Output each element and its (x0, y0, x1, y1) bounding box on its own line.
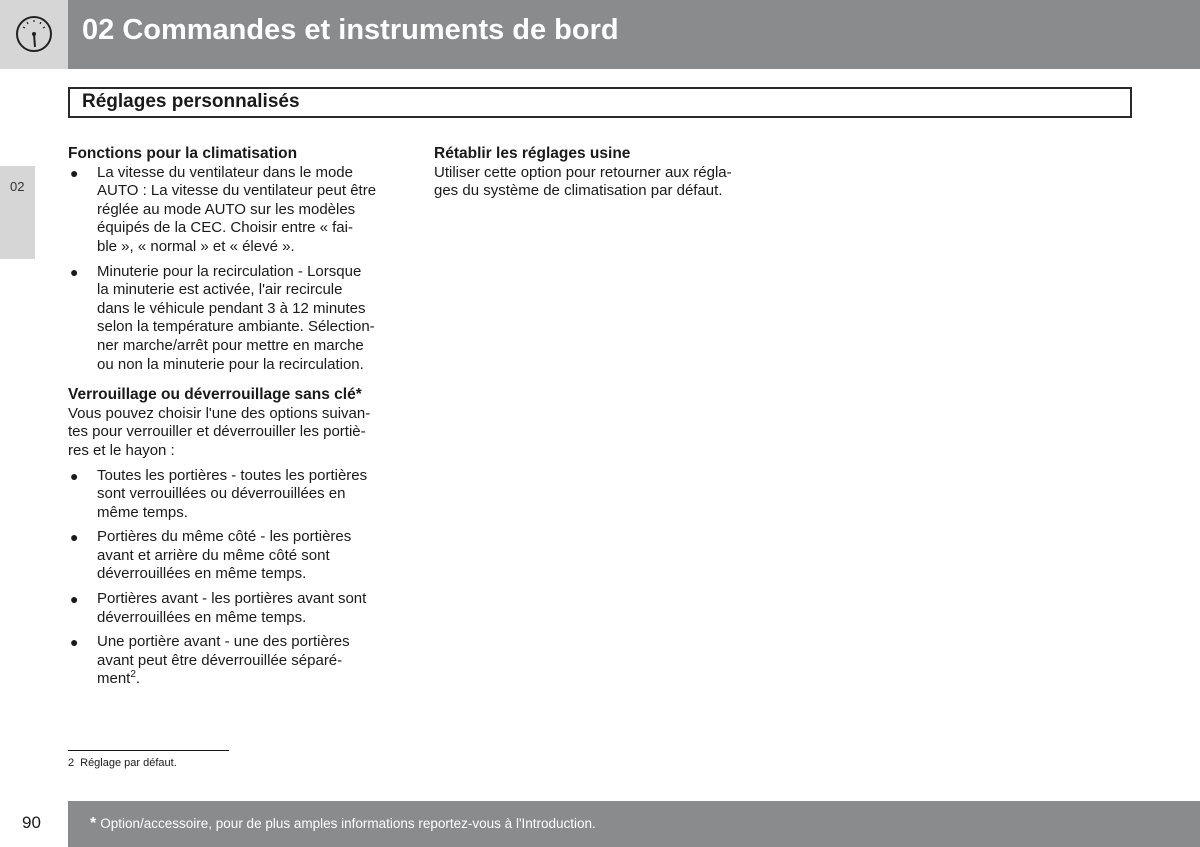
text-line: déverrouillées en même temps. (97, 565, 307, 583)
locking-list (68, 467, 403, 690)
text-line: ble », « normal » et « élevé ». (97, 237, 295, 255)
asterisk-mark: * (90, 815, 97, 832)
text-line: Minuterie pour la recirculation - Lorsque (97, 262, 362, 280)
text-line: selon la température ambiante. Sélection- (97, 318, 375, 336)
climate-heading: Fonctions pour la climatisation (68, 145, 298, 162)
text-line: res et le hayon : (68, 441, 175, 459)
factory-reset-body (434, 164, 769, 201)
chapter-side-tab (0, 166, 35, 259)
chapter-header (0, 0, 1200, 69)
list-item (68, 633, 403, 689)
footer-band (68, 801, 1200, 847)
chapter-title: 02 Commandes et instruments de bord (82, 14, 619, 46)
text-line: ou non la minuterie pour la recirculation. (97, 355, 364, 373)
page-number: 90 (22, 813, 41, 832)
footnote-divider (68, 750, 229, 751)
list-item (68, 590, 403, 627)
text-line: AUTO : La vitesse du ventilateur peut être (97, 182, 377, 200)
list-item (68, 467, 403, 523)
gauge-icon (15, 15, 53, 53)
text-line: Toutes les portières - toutes les portières (97, 466, 368, 484)
text-line: la minuterie est activée, l'air recircule (97, 281, 343, 299)
text-line: même temps. (97, 503, 188, 521)
bullet-icon: ● (70, 467, 79, 484)
section-title: Réglages personnalisés (82, 91, 300, 112)
text-line: Une portière avant - une des portières (97, 633, 350, 651)
side-tab-label: 02 (10, 179, 25, 194)
right-column (434, 145, 769, 201)
text-line: avant et arrière du même côté sont (97, 546, 330, 564)
list-item (68, 528, 403, 584)
factory-reset-heading: Rétablir les réglages usine (434, 145, 631, 162)
text-line: sont verrouillées ou déverrouillées en (97, 485, 346, 503)
bullet-icon: ● (70, 263, 79, 280)
text-line: ner marche/arrêt pour mettre en marche (97, 336, 364, 354)
list-item (68, 164, 403, 257)
text-fragment: . (135, 670, 141, 688)
climate-list (68, 164, 403, 375)
list-item (68, 263, 403, 375)
text-line (97, 670, 403, 689)
text-line: Utiliser cette option pour retourner aux régla- (434, 163, 732, 181)
locking-heading: Verrouillage ou déverrouillage sans clé* (68, 386, 362, 404)
footer-note-text: Option/accessoire, pour de plus amples informations reportez-vous à l'Introduction. (100, 816, 596, 831)
footnote-text: Réglage par défaut. (80, 757, 177, 769)
text-line: dans le véhicule pendant 3 à 12 minutes (97, 299, 366, 317)
bullet-icon: ● (70, 164, 79, 181)
footnote-number: 2 (68, 757, 75, 769)
footer-note (90, 815, 596, 833)
left-column (68, 145, 403, 695)
bullet-icon: ● (70, 634, 79, 651)
text-line: Portières du même côté - les portières (97, 528, 352, 546)
chapter-icon-box (0, 0, 68, 69)
bullet-icon: ● (70, 591, 79, 608)
text-line: Portières avant - les portières avant sont (97, 590, 367, 608)
text-line: avant peut être déverrouillée séparé- (97, 651, 343, 669)
footnote (68, 757, 177, 769)
section-title-box (68, 87, 1132, 118)
text-line: Vous pouvez choisir l'une des options suivan- (68, 404, 371, 422)
bullet-icon: ● (70, 529, 79, 546)
text-line: équipés de la CEC. Choisir entre « fai- (97, 219, 353, 237)
text-line: réglée au mode AUTO sur les modèles (97, 200, 356, 218)
text-line: déverrouillées en même temps. (97, 608, 307, 626)
footnote-ref: 2 (130, 669, 136, 681)
locking-intro (68, 405, 403, 461)
text-line: tes pour verrouiller et déverrouiller les portiè- (68, 423, 366, 441)
text-line: La vitesse du ventilateur dans le mode (97, 163, 353, 181)
text-line: ges du système de climatisation par défaut. (434, 182, 723, 200)
text-fragment: ment (97, 670, 131, 688)
